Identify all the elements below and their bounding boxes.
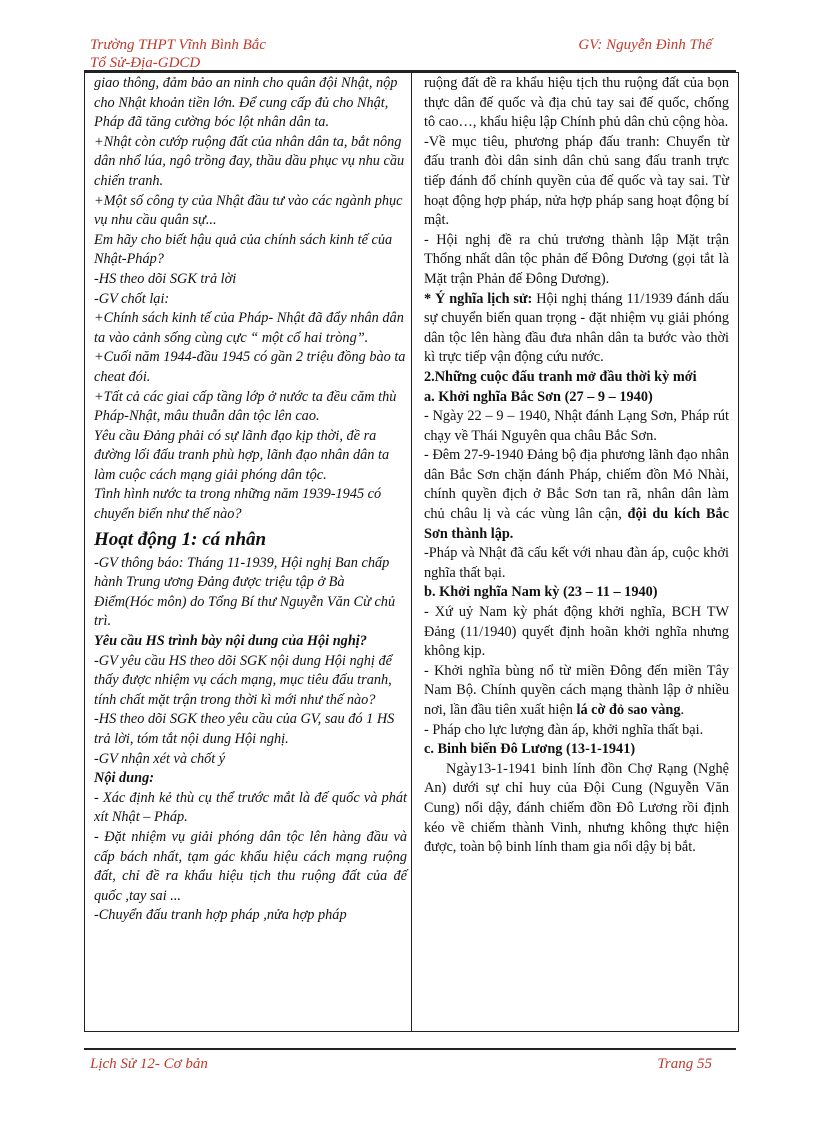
significance-text: Hội nghị tháng 11/1939 đánh dấu sự chuyển biến quan trọng - đặt nhiệm vụ giải phóng dân tộc lên hàng đầu đưa nhân dân ta bước vào thời kì trực tiếp vận động cứu nước. xyxy=(424,290,729,366)
left-paragraph: +Cuối năm 1944-đầu 1945 có gần 2 triệu đồng bào ta cheat đói. xyxy=(94,349,406,385)
left-paragraph: +Chính sách kinh tế của Pháp- Nhật đã đẩy nhân dân ta vào cảnh sống cùng cực “ một cổ hai tròng”. xyxy=(94,310,404,346)
footer-divider xyxy=(84,1048,736,1050)
left-paragraph: giao thông, đảm bảo an ninh cho quân đội Nhật, nộp cho Nhật khoản tiền lớn. Để cung cấp đủ cho Nhật, Pháp đã tăng cường bóc lột nhân dân ta. xyxy=(94,75,398,131)
left-paragraph: -GV nhận xét và chốt ý xyxy=(94,750,226,767)
right-paragraph: - Ngày 22 – 9 – 1940, Nhật đánh Lạng Sơn, Pháp rút chạy về Thái Nguyên qua châu Bắc Sơn. xyxy=(424,408,729,444)
page-number: Trang 55 xyxy=(657,1056,712,1072)
lesson-table xyxy=(84,72,739,1032)
right-paragraph xyxy=(424,662,729,721)
teacher-name: GV: Nguyễn Đình Thế xyxy=(578,37,712,53)
activity-heading: Hoạt động 1: cá nhân xyxy=(94,528,267,550)
left-paragraph: - Đặt nhiệm vụ giải phóng dân tộc lên hàng đầu và cấp bách nhất, tạm gác khẩu hiệu cách mạng ruộng đất, chỉ đề ra khẩu hiệu tịch thu ruộng đất của đế quốc ,tay sai ... xyxy=(94,828,407,904)
text-run: . xyxy=(680,702,685,718)
emphasis-text: đội du kích Bắc Sơn thành lập. xyxy=(424,506,729,542)
left-question: Tình hình nước ta trong những năm 1939-1945 có chuyển biến như thế nào? xyxy=(94,486,382,523)
content-column xyxy=(412,73,739,1032)
subsection-heading: b. Khởi nghĩa Nam kỳ (23 – 11 – 1940) xyxy=(424,584,658,601)
section-heading: 2.Những cuộc đấu tranh mở đầu thời kỳ mới xyxy=(424,368,697,385)
significance-label: * Ý nghĩa lịch sử: xyxy=(424,290,533,307)
teacher-activity-column xyxy=(85,73,412,1032)
subsection-heading: c. Binh biến Đô Lương (13-1-1941) xyxy=(424,741,636,758)
right-paragraph xyxy=(424,446,729,544)
right-paragraph: ruộng đất đề ra khẩu hiệu tịch thu ruộng đất của bọn thực dân đế quốc và địa chủ tay sai đế quốc, chống tô cao…, khẩu hiệu lập Chính phủ dân chủ cộng hòa. xyxy=(424,75,729,131)
left-question: Em hãy cho biết hậu quả của chính sách kinh tế của Nhật-Pháp? xyxy=(94,231,393,268)
left-paragraph: +Nhật còn cướp ruộng đất của nhân dân ta, bắt nông dân nhổ lúa, ngô trồng đay, thầu dầu phục vụ nhu cầu chiến tranh. xyxy=(94,133,405,189)
left-paragraph: -HS theo dõi SGK theo yêu cầu của GV, sau đó 1 HS trả lời, tóm tắt nội dung Hội nghị. xyxy=(94,711,395,747)
right-paragraph: -Pháp và Nhật đã cấu kết với nhau đàn áp, cuộc khởi nghĩa thất bại. xyxy=(424,545,729,581)
right-paragraph: - Xứ uỷ Nam kỳ phát động khởi nghĩa, BCH TW Đảng (11/1940) quyết định hoãn khởi nghĩa nhưng không kịp. xyxy=(424,604,729,660)
left-paragraph: -GV yêu cầu HS theo dõi SGK nội dung Hội nghị để thấy được nhiệm vụ cách mạng, mục tiêu đấu tranh, tính chất mặt trận trong thời kì mới như thế nào? xyxy=(94,652,392,708)
page-header-left xyxy=(90,36,266,72)
right-paragraph: - Hội nghị đề ra chủ trương thành lập Mặt trận Thống nhất dân tộc phản đế Đông Dương (gọi tắt là Mặt trận Phản đế Đông Dương). xyxy=(424,231,729,287)
department-name: Tổ Sử-Địa-GDCD xyxy=(90,55,201,71)
text-run: - Đêm 27-9-1940 Đảng bộ địa phương lãnh đạo nhân dân Bắc Sơn chặn đánh Pháp, chiếm đồn Mỏ Nhài, chính quyền địch ở Bắc Sơn tan rã, nhân dân làm chủ châu lị và các vùng lân cận, xyxy=(424,447,729,523)
emphasis-text: lá cờ đỏ sao vàng xyxy=(576,702,681,718)
left-paragraph: +Một số công ty của Nhật đầu tư vào các ngành phục vụ nhu cầu quân sự... xyxy=(94,192,403,229)
subsection-heading: a. Khởi nghĩa Bắc Sơn (27 – 9 – 1940) xyxy=(424,388,653,405)
left-paragraph: -HS theo dõi SGK trả lời xyxy=(94,270,237,287)
right-paragraph: - Pháp cho lực lượng đàn áp, khởi nghĩa thất bại. xyxy=(424,721,704,738)
right-paragraph: -Về mục tiêu, phương pháp đấu tranh: Chuyển từ đấu tranh đòi dân sinh dân chủ sang đấu tranh trực tiếp đánh đổ chính quyền của đế quốc và tay sai. Từ hoạt động hợp pháp, nửa hợp pháp sang hoạt động bí mật. xyxy=(424,133,729,229)
school-name: Trường THPT Vĩnh Bình Bắc xyxy=(90,37,266,53)
left-paragraph: - Xác định kẻ thù cụ thể trước mắt là đế quốc và phát xít Nhật – Pháp. xyxy=(94,789,407,826)
footer-subject: Lịch Sử 12- Cơ bản xyxy=(90,1056,208,1072)
left-paragraph: +Tất cả các giai cấp tầng lớp ở nước ta đều căm thù Pháp-Nhật, mâu thuẫn dân tộc lên cao. xyxy=(94,388,397,425)
left-paragraph: -GV thông báo: Tháng 11-1939, Hội nghị Ban chấp hành Trung ương Đảng được triệu tập ở Bà Điểm(Hóc môn) do Tổng Bí thư Nguyễn Văn Cừ chủ trì. xyxy=(94,554,396,630)
content-label: Nội dung: xyxy=(94,770,154,787)
left-question: Yêu cầu HS trình bày nội dung của Hội nghị? xyxy=(94,633,367,650)
text-run: - Khởi nghĩa bùng nổ từ miền Đông đến miền Tây Nam Bộ. Chính quyền cách mạng thành lập ở nhiều nơi, lần đầu tiên xuất hiện xyxy=(424,662,729,718)
left-paragraph: Yêu cầu Đảng phải có sự lãnh đạo kịp thời, đề ra đường lối đấu tranh phù hợp, lãnh đạo nhân dân ta làm cuộc cách mạng giải phóng dân tộc. xyxy=(94,427,390,483)
significance-paragraph xyxy=(424,290,729,368)
left-paragraph: -Chuyển đấu tranh hợp pháp ,nửa hợp pháp xyxy=(94,907,347,924)
right-paragraph: Ngày13-1-1941 binh lính đồn Chợ Rạng (Nghệ An) dưới sự chỉ huy của Đội Cung (Nguyễn Văn Cung) nổi dậy, đánh chiếm đồn Đô Lương rồi định kéo về chiếm thành Vinh, nhưng không thực hiện được, toàn bộ binh lính tham gia nổi dậy bị bắt. xyxy=(424,760,729,856)
left-paragraph: -GV chốt lại: xyxy=(94,290,170,307)
